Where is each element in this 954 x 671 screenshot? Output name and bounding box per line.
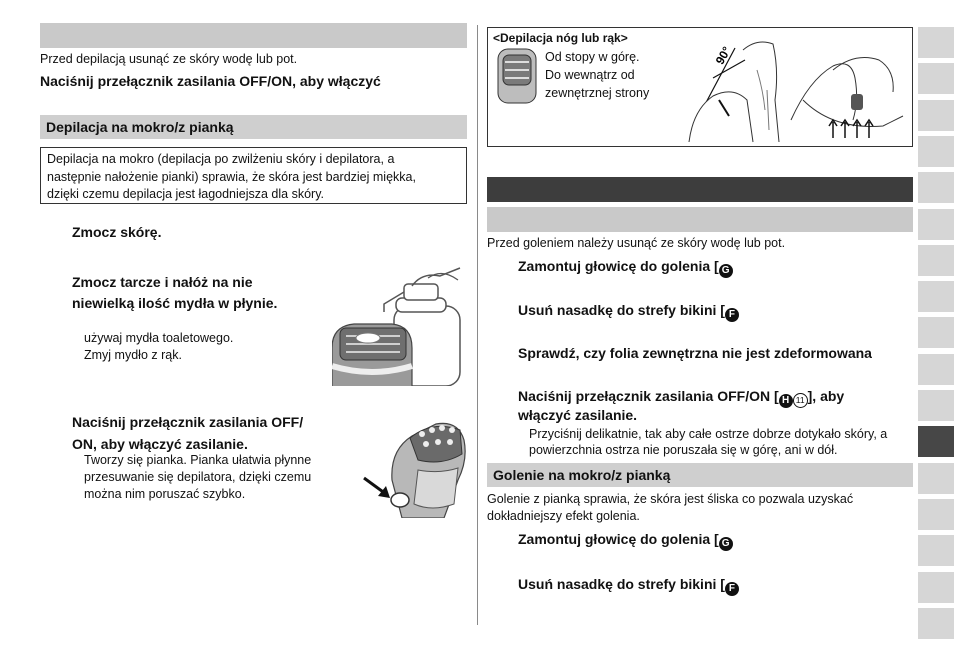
infobox-line: dzięki czemu depilacja jest łagodniejsza dla skóry. (47, 187, 324, 201)
step-power-note3: można nim poruszać szybko. (84, 487, 246, 501)
step-power-note1: Przyciśnij delikatnie, tak aby całe ostrze dobrze dotykało skóry, a (529, 427, 888, 441)
legs-line2: Do wewnątrz od (545, 68, 635, 82)
step-power-note2: przesuwanie się depilatora, dzięki czemu (84, 470, 312, 484)
ref-11-icon: 11 (793, 393, 808, 408)
chapter-tab[interactable] (918, 317, 954, 348)
step-power-on-line2: włączyć zasilanie. (518, 407, 638, 423)
chapter-tab[interactable] (918, 463, 954, 494)
step-text: Usuń nasadkę do strefy bikini [ (518, 576, 725, 592)
epilator-head-icon (496, 47, 538, 105)
step-power-line2: ON, aby włączyć zasilanie. (72, 436, 248, 452)
right-gray-bar (487, 207, 913, 232)
left-top-bar (40, 23, 467, 48)
epilator-switch-illustration (362, 420, 468, 518)
legs-box-title: <Depilacja nóg lub rąk> (493, 31, 628, 45)
step-text: Usuń nasadkę do strefy bikini [ (518, 302, 725, 318)
step-soap-line2: niewielką ilość mydła w płynie. (72, 295, 278, 311)
legs-arms-illustration (683, 30, 911, 144)
step-soap-note2: Zmyj mydło z rąk. (84, 348, 182, 362)
chapter-tab[interactable] (918, 172, 954, 203)
step-mount-shaver-head-2 (518, 529, 733, 551)
step-remove-bikini-cap-2 (518, 574, 739, 596)
ref-f-icon: F (725, 582, 739, 596)
infobox-line: następnie nałożenie pianki) sprawia, że skóra jest bardziej miękka, (47, 169, 416, 184)
left-pre-note: Przed depilacją usunąć ze skóry wodę lub pot. (40, 52, 298, 66)
legs-arms-box (487, 27, 913, 147)
step-remove-bikini-cap (518, 300, 739, 322)
chapter-tab[interactable] (918, 63, 954, 94)
chapter-tab[interactable] (918, 209, 954, 240)
chapter-tab[interactable] (918, 100, 954, 131)
chapter-tab-active[interactable] (918, 426, 954, 457)
chapter-tab[interactable] (918, 572, 954, 603)
ref-g-icon: G (719, 264, 733, 278)
step-text: ], aby (807, 388, 845, 404)
ref-h-icon: H (779, 394, 793, 408)
chapter-tab[interactable] (918, 608, 954, 639)
column-divider (477, 25, 478, 625)
infobox-line: Depilacja na mokro (depilacja po zwilżeniu skóry i depilatora, a (47, 152, 395, 166)
chapter-tab[interactable] (918, 499, 954, 530)
step-check-foil: Sprawdź, czy folia zewnętrzna nie jest zdeformowana (518, 345, 872, 361)
chapter-tab[interactable] (918, 281, 954, 312)
chapter-tab[interactable] (918, 136, 954, 167)
step-power-note2: powierzchnia ostrza nie poruszała się w górę, ani w dół. (529, 443, 838, 457)
right-pre-note: Przed goleniem należy usunąć ze skóry wodę lub pot. (487, 236, 786, 250)
chapter-tab[interactable] (918, 390, 954, 421)
ref-g-icon: G (719, 537, 733, 551)
ref-f-icon: F (725, 308, 739, 322)
wet-shaving-heading: Golenie na mokro/z pianką (487, 463, 913, 487)
chapter-tab[interactable] (918, 354, 954, 385)
step-power-line1: Naciśnij przełącznik zasilania OFF/ (72, 414, 304, 430)
wet-depilation-heading: Depilacja na mokro/z pianką (40, 115, 467, 139)
chapter-tab[interactable] (918, 535, 954, 566)
chapter-tab[interactable] (918, 27, 954, 58)
wet-shaving-text2: dokładniejszy efekt golenia. (487, 509, 640, 523)
step-soap-note1: używaj mydła toaletowego. (84, 331, 234, 345)
step-text: Zamontuj głowicę do golenia [ (518, 531, 719, 547)
soap-dispenser-illustration (332, 266, 464, 386)
wet-depilation-infobox (40, 147, 467, 204)
left-power-step: Naciśnij przełącznik zasilania OFF/ON, aby włączyć (40, 73, 381, 89)
legs-line1: Od stopy w górę. (545, 50, 640, 64)
step-soap-line1: Zmocz tarcze i nałóż na nie (72, 274, 253, 290)
legs-line3: zewnętrznej strony (545, 86, 650, 100)
step-text: Naciśnij przełącznik zasilania OFF/ON [ (518, 388, 779, 404)
step-text: Zamontuj głowicę do golenia [ (518, 258, 719, 274)
right-dark-bar (487, 177, 913, 202)
wet-shaving-text1: Golenie z pianką sprawia, że skóra jest śliska co pozwala uzyskać (487, 492, 854, 506)
angle-label: 90° (712, 44, 734, 67)
step-mount-shaver-head (518, 256, 733, 278)
step-wet-skin: Zmocz skórę. (72, 224, 162, 240)
chapter-tab[interactable] (918, 245, 954, 276)
step-power-note1: Tworzy się pianka. Pianka ułatwia płynne (84, 453, 312, 467)
